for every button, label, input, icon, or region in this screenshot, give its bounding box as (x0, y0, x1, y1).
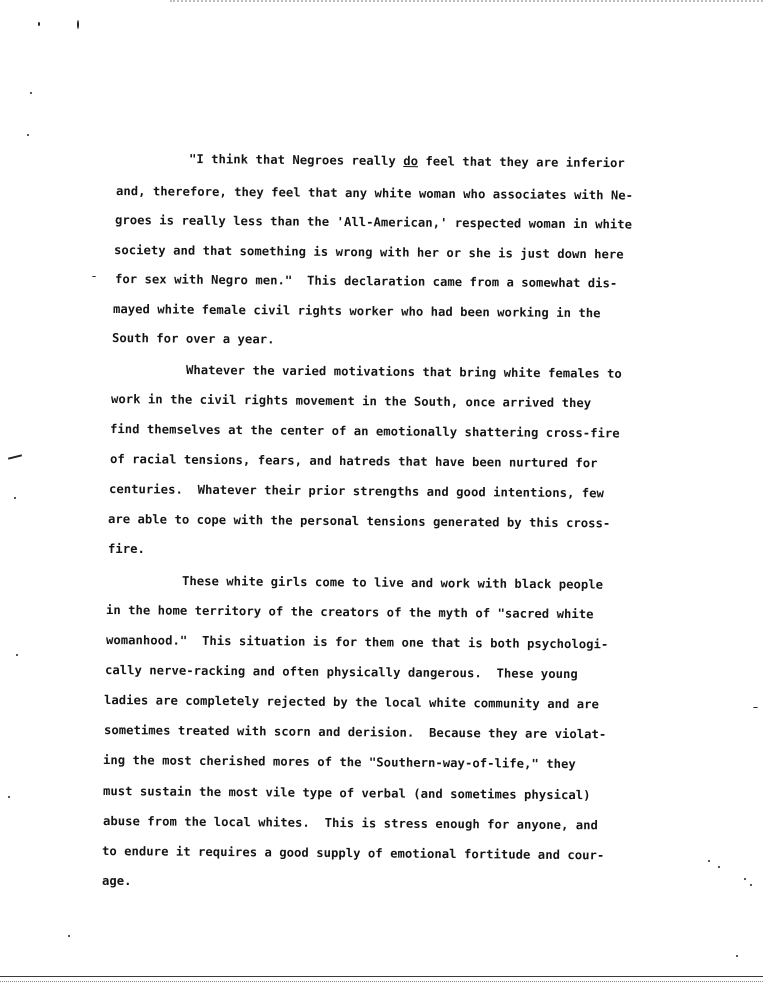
scan-speck (14, 497, 16, 499)
top-edge-border (170, 0, 763, 2)
text-line (189, 151, 625, 171)
text-line: are able to cope with the personal tensions generated by this cross- (107, 512, 611, 531)
text-line: for sex with Negro men." This declaration came from a somewhat dis- (114, 272, 618, 291)
text-line: sometimes treated with scorn and derision. Because they are violat- (103, 723, 607, 742)
text-line: in the home territory of the creators of the myth of "sacred white (105, 603, 594, 622)
text-line: must sustain the most vile type of verbal (and sometimes physical) (102, 784, 591, 803)
text-line: society and that something is wrong with her or she is just down here (113, 243, 624, 262)
text-line: cally nerve-racking and often physically dangerous. These young (104, 663, 578, 682)
scan-speck (27, 134, 29, 136)
text-line: age. (102, 874, 132, 888)
text-line: find themselves at the center of an emotionally shattering cross-fire (109, 422, 620, 441)
text-line: groes is really less than the 'All-American,' respected woman in white (114, 213, 633, 232)
scan-speck (77, 20, 79, 29)
text-line: work in the civil rights movement in the South, once arrived they (110, 392, 592, 411)
text-line: mayed white female civil rights worker who had been working in the (112, 302, 601, 321)
text-line: South for over a year. (111, 331, 275, 347)
scan-speck (708, 860, 710, 862)
text-line: and, therefore, they feel that any white woman who associates with Ne- (115, 184, 634, 203)
scan-speck (744, 878, 746, 880)
text-line: These white girls come to live and work with black people (181, 574, 604, 592)
text-line: fire. (108, 542, 145, 556)
scan-speck (8, 454, 22, 459)
scan-speck (92, 276, 96, 277)
scan-speck (68, 935, 70, 937)
text-line-end: feel that they are inferior (417, 154, 625, 171)
scan-speck (8, 796, 10, 798)
scan-speck (16, 654, 18, 656)
scan-speck (753, 707, 758, 708)
scan-speck (718, 866, 720, 868)
text-line: of racial tensions, fears, and hatreds that have been nurtured for (109, 452, 598, 471)
emphasized-word: do (403, 154, 419, 169)
scan-speck (750, 884, 752, 886)
text-line: to endure it requires a good supply of emotional fortitude and cour- (101, 844, 605, 863)
text-line: ing the most cherished mores of the "Southern-way-of-life," they (102, 753, 576, 772)
text-line-start: "I think that Negroes really (188, 152, 404, 169)
text-line: ladies are completely rejected by the local white community and are (103, 693, 600, 712)
text-line: womanhood." This situation is for them one that is both psychologi- (105, 633, 609, 652)
text-line: centuries. Whatever their prior strengths and good intentions, few (108, 482, 605, 501)
bottom-edge-border-shadow (0, 981, 763, 982)
scan-speck (30, 92, 32, 94)
scan-speck (38, 22, 40, 26)
scan-speck (736, 955, 738, 957)
bottom-edge-border (0, 976, 763, 977)
text-line: Whatever the varied motivations that bring white females to (185, 363, 622, 381)
text-line: abuse from the local whites. This is stress enough for anyone, and (102, 814, 599, 833)
